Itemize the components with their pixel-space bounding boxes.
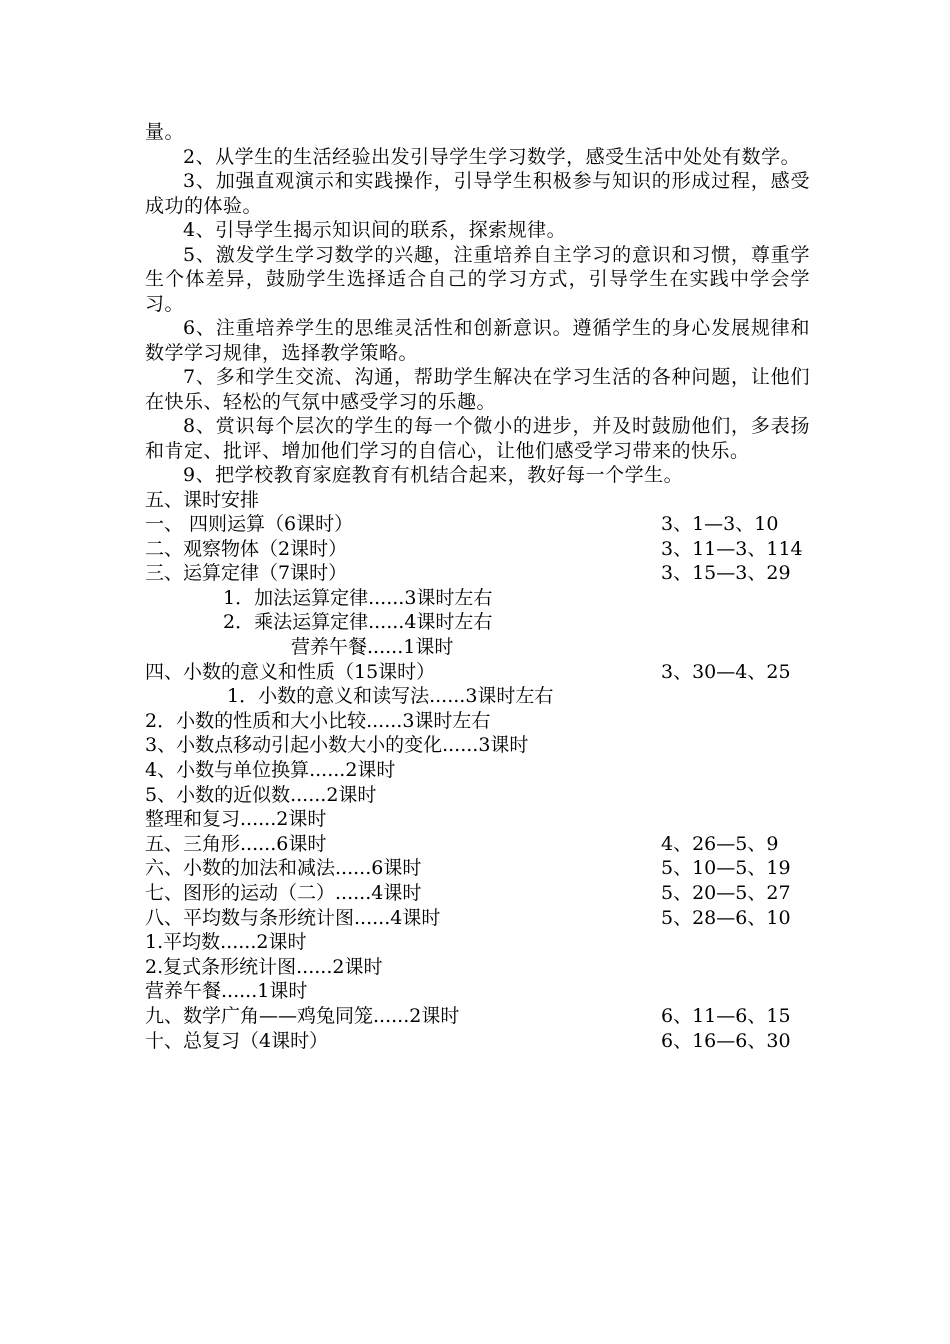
schedule-row — [145, 856, 810, 881]
schedule-row — [145, 1029, 810, 1054]
schedule-row — [145, 807, 810, 832]
schedule-item: 2．小数的性质和大小比较......3课时左右 — [145, 709, 491, 732]
schedule-date: 3、15—3、29 — [661, 562, 791, 585]
schedule-item: 一、 四则运算（6课时） — [145, 513, 354, 536]
schedule-row — [145, 684, 810, 709]
schedule-date: 6、16—6、30 — [661, 1029, 791, 1052]
schedule-row — [145, 979, 810, 1004]
schedule-list — [145, 512, 810, 1053]
schedule-item: 四、小数的意义和性质（15课时） — [145, 660, 436, 683]
schedule-row — [145, 758, 810, 783]
document-page — [145, 120, 810, 1053]
teaching-measures — [145, 120, 810, 488]
schedule-row — [145, 906, 810, 931]
schedule-item: 1．加法运算定律......3课时左右 — [223, 586, 493, 609]
schedule-item: 三、运算定律（7课时） — [145, 562, 348, 585]
schedule-row — [145, 930, 810, 955]
schedule-item: 二、观察物体（2课时） — [145, 537, 348, 560]
paragraph: 7、多和学生交流、沟通，帮助学生解决在学习生活的各种问题，让他们在快乐、轻松的气氛中感受学习的乐趣。 — [145, 366, 810, 413]
schedule-item: 七、图形的运动（二）......4课时 — [145, 882, 422, 904]
schedule-date: 3、11—3、114 — [661, 537, 803, 560]
schedule-item: 1．小数的意义和读写法......3课时左右 — [227, 685, 554, 708]
schedule-heading: 五、课时安排 — [145, 488, 260, 511]
schedule-item: 六、小数的加法和减法......6课时 — [145, 857, 422, 880]
paragraph: 3、加强直观演示和实践操作，引导学生积极参与知识的形成过程，感受成功的体验。 — [145, 170, 810, 217]
schedule-date: 3、30—4、25 — [661, 660, 791, 683]
schedule-item: 营养午餐......1课时 — [291, 636, 454, 659]
schedule-row — [145, 881, 810, 906]
schedule-date: 4、26—5、9 — [661, 832, 779, 855]
schedule-row — [145, 610, 810, 635]
schedule-row — [145, 1004, 810, 1029]
schedule-row — [145, 733, 810, 758]
schedule-item: 2.复式条形统计图......2课时 — [145, 955, 383, 978]
schedule-row — [145, 586, 810, 611]
schedule-item: 五、三角形......6课时 — [145, 832, 327, 855]
schedule-row — [145, 955, 810, 980]
paragraph: 2、从学生的生活经验出发引导学生学习数学，感受生活中处处有数学。 — [183, 145, 801, 168]
schedule-row — [145, 512, 810, 537]
schedule-date: 5、10—5、19 — [661, 857, 791, 880]
schedule-row — [145, 635, 810, 660]
schedule-row — [145, 537, 810, 562]
schedule-item: 4、小数与单位换算......2课时 — [145, 759, 396, 782]
schedule-date: 5、28—6、10 — [661, 906, 791, 929]
paragraph: 9、把学校教育家庭教育有机结合起来，教好每一个学生。 — [183, 464, 684, 486]
paragraph: 4、引导学生揭示知识间的联系，探索规律。 — [183, 219, 567, 241]
schedule-date: 3、1—3、10 — [661, 513, 779, 536]
paragraph: 5、激发学生学习数学的兴趣，注重培养自主学习的意识和习惯，尊重学生个体差异，鼓励学生选择适合自己的学习方式，引导学生在实践中学会学习。 — [145, 243, 810, 315]
schedule-item: 5、小数的近似数......2课时 — [145, 783, 377, 806]
schedule-row — [145, 783, 810, 808]
schedule-item: 营养午餐......1课时 — [145, 980, 308, 1003]
paragraph: 6、注重培养学生的思维灵活性和创新意识。遵循学生的身心发展规律和数学学习规律，选择教学策略。 — [145, 317, 810, 364]
schedule-item: 十、总复习（4课时） — [145, 1029, 329, 1052]
schedule-row — [145, 709, 810, 734]
schedule-row — [145, 660, 810, 685]
schedule-row — [145, 832, 810, 857]
schedule-item: 1.平均数......2课时 — [145, 931, 307, 954]
schedule-item: 八、平均数与条形统计图......4课时 — [145, 906, 441, 929]
schedule-date: 6、11—6、15 — [661, 1004, 791, 1027]
schedule-row — [145, 561, 810, 586]
schedule-item: 3、小数点移动引起小数大小的变化......3课时 — [145, 734, 529, 757]
schedule-item: 整理和复习......2课时 — [145, 808, 327, 831]
schedule-item: 2．乘法运算定律......4课时左右 — [223, 611, 493, 634]
paragraph: 量。 — [145, 121, 185, 143]
paragraph: 8、赏识每个层次的学生的每一个微小的进步，并及时鼓励他们，多表扬和肯定、批评、增加他们学习的自信心，让他们感受学习带来的快乐。 — [145, 415, 810, 462]
schedule-item: 九、数学广角——鸡兔同笼......2课时 — [145, 1004, 460, 1027]
schedule-date: 5、20—5、27 — [661, 882, 791, 904]
